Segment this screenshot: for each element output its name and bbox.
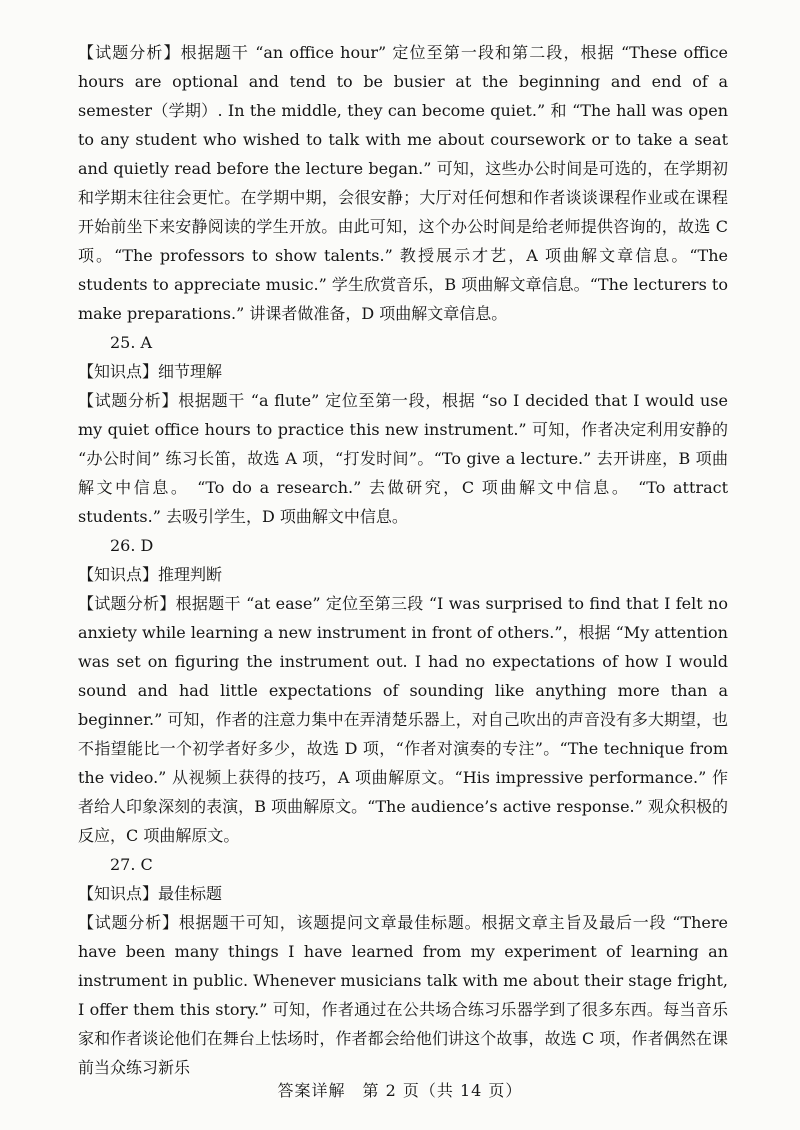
answer-27: 27. C xyxy=(110,855,153,874)
answer-content xyxy=(78,38,728,1082)
answer-25: 25. A xyxy=(110,333,153,352)
analysis-q27: 【试题分析】根据题干可知，该题提问文章最佳标题。根据文章主旨及最后一段 “There have been many things I have learned from my experiment of learning an instrument in public. Whenever musicians talk with me about their stage fright, I offer them this story.” 可知，作者通过在公共场合练习乐器学到了很多东西。每当音乐家和作者谈论他们在舞台上怯场时，作者都会给他们讲这个故事，故选 C 项，作者偶然在课前当众练习新乐 xyxy=(78,913,728,1077)
knowledge-point-27: 【知识点】最佳标题 xyxy=(78,884,223,903)
knowledge-point-26: 【知识点】推理判断 xyxy=(78,565,223,584)
analysis-q24: 【试题分析】根据题干 “an office hour” 定位至第一段和第二段，根据 “These office hours are optional and tend to be busier at the beginning and end of a semester（学期）. In the middle, they can become quiet.” 和 “The hall was open to any student who wished to talk with me about coursework or to take a seat and quietly read before the lecture began.” 可知，这些办公时间是可选的，在学期初和学期末往往会更忙。在学期中期，会很安静；大厅对任何想和作者谈谈课程作业或在课程开始前坐下来安静阅读的学生开放。由此可知，这个办公时间是给老师提供咨询的，故选 C 项。“The professors to show talents.” 教授展示才艺，A 项曲解文章信息。“The students to appreciate music.” 学生欣赏音乐，B 项曲解文章信息。“The lecturers to make preparations.” 讲课者做准备，D 项曲解文章信息。 xyxy=(78,43,728,323)
answer-26: 26. D xyxy=(110,536,154,555)
page-footer: 答案详解 第 2 页（共 14 页） xyxy=(277,1081,523,1100)
analysis-q25: 【试题分析】根据题干 “a flute” 定位至第一段，根据 “so I decided that I would use my quiet office hours to practice this new instrument.” 可知，作者决定利用安静的 “办公时间” 练习长笛，故选 A 项，“打发时间”。“To give a lecture.” 去开讲座，B 项曲解文中信息。 “To do a research.” 去做研究，C 项曲解文中信息。 “To attract students.” 去吸引学生，D 项曲解文中信息。 xyxy=(78,391,728,526)
knowledge-point-25: 【知识点】细节理解 xyxy=(78,362,223,381)
analysis-q26: 【试题分析】根据题干 “at ease” 定位至第三段 “I was surprised to find that I felt no anxiety while learning a new instrument in front of others.”，根据 “My attention was set on figuring the instrument out. I had no expectations of how I would sound and had little expectations of sounding like anything more than a beginner.” 可知，作者的注意力集中在弄清楚乐器上，对自己吹出的声音没有多大期望，也不指望能比一个初学者好多少，故选 D 项，“作者对演奏的专注”。“The technique from the video.” 从视频上获得的技巧，A 项曲解原文。“His impressive performance.” 作者给人印象深刻的表演，B 项曲解原文。“The audience’s active response.” 观众积极的反应，C 项曲解原文。 xyxy=(78,594,728,845)
